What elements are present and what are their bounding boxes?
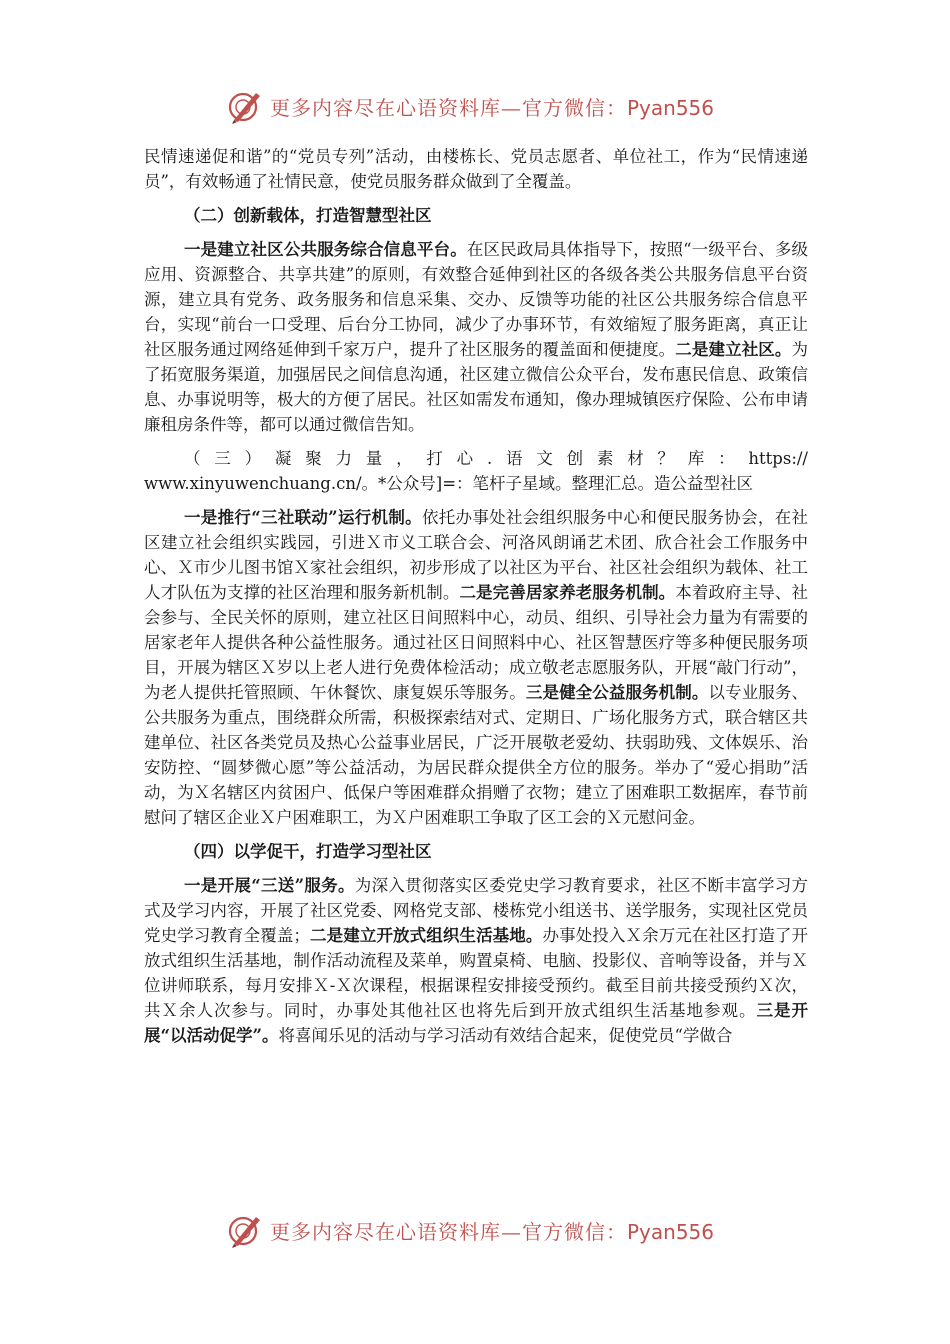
paragraph-intro: 民情速递促和谐”的“党员专列”活动，由楼栋长、党员志愿者、单位社工，作为“民情速递员”，有效畅通了社情民意，使党员服务群众做到了全覆盖。 [144, 147, 808, 191]
section-heading-2: （二）创新载体，打造智慧型社区 [184, 206, 432, 225]
pen-logo-icon [226, 1211, 264, 1249]
paragraph-4: 一是开展“三送”服务。为深入贯彻落实区委党史学习教育要求，社区不断丰富学习方式及学习内容，开展了社区党委、网格党支部、楼栋党小组送书、送学服务，实现社区党员党史学习教育全覆盖；二是建立开放式组织生活基地。办事处投入Ｘ余万元在社区打造了开放式组织生活基地，制作活动流程及菜单，购置桌椅、电脑、投影仪、音响等设备，并与Ｘ位讲师联系，每月安排Ｘ-Ｘ次课程，根据课程安排接受预约。截至目前共接受预约Ｘ次，共Ｘ余人次参与。同时，办事处其他社区也将先后到开放式组织生活基地参观。三是开展“以活动促学”。将喜闻乐见的活动与学习活动有效结合起来，促使党员“学做合 [144, 876, 809, 1045]
section-heading-3-line1: （三）凝聚力量，打心.语文创素材？库：https:// [184, 449, 808, 468]
watermark-text: 更多内容尽在心语资料库—官方微信：Pyan556 [270, 1219, 715, 1244]
paragraph-3: 一是推行“三社联动”运行机制。依托办事处社会组织服务中心和便民服务协会，在社区建立社会组织实践园，引进Ｘ市义工联合会、河洛风朗诵艺术团、欣合社会工作服务中心、Ｘ市少儿图书馆Ｘ家社会组织，初步形成了以社区为平台、社区社会组织为载体、社工人才队伍为支撑的社区治理和服务新机制。二是完善居家养老服务机制。本着政府主导、社会参与、全民关怀的原则，建立社区日间照料中心，动员、组织、引导社会力量为有需要的居家老年人提供各种公益性服务。通过社区日间照料中心、社区智慧医疗等多种便民服务项目，开展为辖区Ｘ岁以上老人进行免费体检活动；成立敬老志愿服务队，开展“敲门行动”，为老人提供托管照顾、午休餐饮、康复娱乐等服务。三是健全公益服务机制。以专业服务、公共服务为重点，围绕群众所需，积极探索结对式、定期日、广场化服务方式，联合辖区共建单位、社区各类党员及热心公益事业居民，广泛开展敬老爱幼、扶弱助残、文体娱乐、治安防控、“圆梦微心愿”等公益活动，为居民群众提供全方位的服务。举办了“爱心捐助”活动，为Ｘ名辖区内贫困户、低保户等困难群众捐赠了衣物；建立了困难职工数据库，春节前慰问了辖区企业Ｘ户困难职工，为Ｘ户困难职工争取了区工会的Ｘ元慰问金。 [144, 508, 809, 827]
watermark-footer [226, 1210, 746, 1250]
watermark-wechat-id: Pyan556 [627, 95, 715, 120]
section-heading-4: （四）以学促干，打造学习型社区 [184, 842, 432, 861]
watermark-wechat-id: Pyan556 [627, 1219, 715, 1244]
pen-logo-icon [226, 87, 264, 125]
paragraph-2: 一是建立社区公共服务综合信息平台。在区民政局具体指导下，按照“一级平台、多级应用、资源整合、共享共建”的原则，有效整合延伸到社区的各级各类公共服务信息平台资源，建立具有党务、政务服务和信息采集、交办、反馈等功能的社区公共服务综合信息平台，实现“前台一口受理、后台分工协同，减少了办事环节，有效缩短了服务距离，真正让社区服务通过网络延伸到千家万户，提升了社区服务的覆盖面和便捷度。二是建立社区。为了拓宽服务渠道，加强居民之间信息沟通，社区建立微信公众平台，发布惠民信息、政策信息、办事说明等，极大的方便了居民。社区如需发布通知，像办理城镇医疗保险、公布申请廉租房条件等，都可以通过微信告知。 [144, 240, 809, 434]
section-heading-3-line2: www.xinyuwenchuang.cn/。*公众号]=：笔杆子星域。整理汇总。造公益型社区 [144, 474, 754, 493]
watermark-header [226, 86, 746, 126]
document-body [144, 144, 808, 1057]
watermark-text: 更多内容尽在心语资料库—官方微信：Pyan556 [270, 95, 715, 120]
